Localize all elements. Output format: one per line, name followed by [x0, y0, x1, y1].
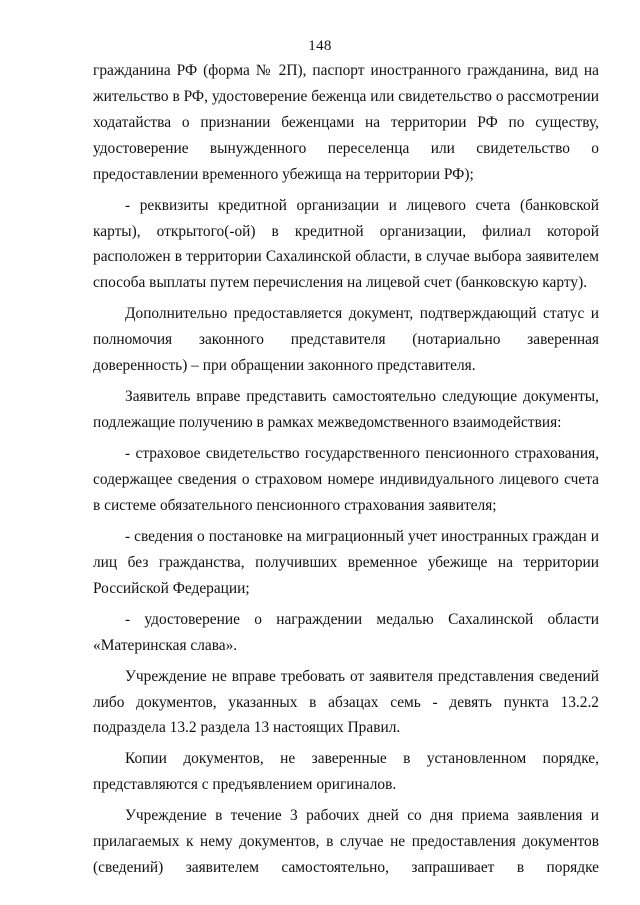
paragraph-institution-request: Учреждение в течение 3 рабочих дней со дня приема заявления и прилагаемых к нему документов, в случае не предоставления документов (сведений) заявителем самостоятельно, запрашивает в порядке: [93, 807, 599, 877]
paragraph-representative-document: Дополнительно предоставляется документ, подтверждающий статус и полномочия законного представителя (нотариально заверенная доверенность) – при обращении законного представителя.: [93, 305, 599, 375]
paragraph-pension-certificate: - страховое свидетельство государственного пенсионного страхования, содержащее сведения о страховом номере индивидуального лицевого счета в системе обязательного пенсионного страхования заявителя;: [93, 445, 599, 514]
paragraph-institution-restriction: Учреждение не вправе требовать от заявителя представления сведений либо документов, указанных в абзацах семь - девять пункта 13.2.2 подраздела 13.2 раздела 13 настоящих Правил.: [93, 667, 599, 737]
paragraph-bank-details: - реквизиты кредитной организации и лицевого счета (банковской карты), открытого(-ой) в кредитной организации, филиал которой расположен в территории Сахалинской области, в случае выбора заявителем способа выплаты путем перечисления на лицевой счет (банковскую карту).: [93, 196, 599, 292]
paragraph-continuation: гражданина РФ (форма № 2П), паспорт иностранного гражданина, вид на жительство в РФ, удостоверение беженца или свидетельство о рассмотрении ходатайства о признании беженцами на территории РФ по существу, удостоверение вынужденного переселенца или свидетельство о предоставлении временного убежища на территории РФ);: [93, 62, 599, 183]
paragraph-migration-registration: - сведения о постановке на миграционный учет иностранных граждан и лиц без гражданства, получивших временное убежище на территории Российской Федерации;: [93, 527, 599, 597]
paragraph-optional-documents: Заявитель вправе представить самостоятельно следующие документы, подлежащие получению в рамках межведомственного взаимодействия:: [93, 388, 599, 432]
paragraph-medal-certificate: - удостоверение о награждении медалью Сахалинской области «Материнская слава».: [93, 610, 599, 654]
document-body: [93, 58, 599, 886]
page-number: 148: [308, 38, 332, 54]
paragraph-copies: Копии документов, не заверенные в установленном порядке, представляются с предъявлением оригиналов.: [93, 750, 599, 794]
